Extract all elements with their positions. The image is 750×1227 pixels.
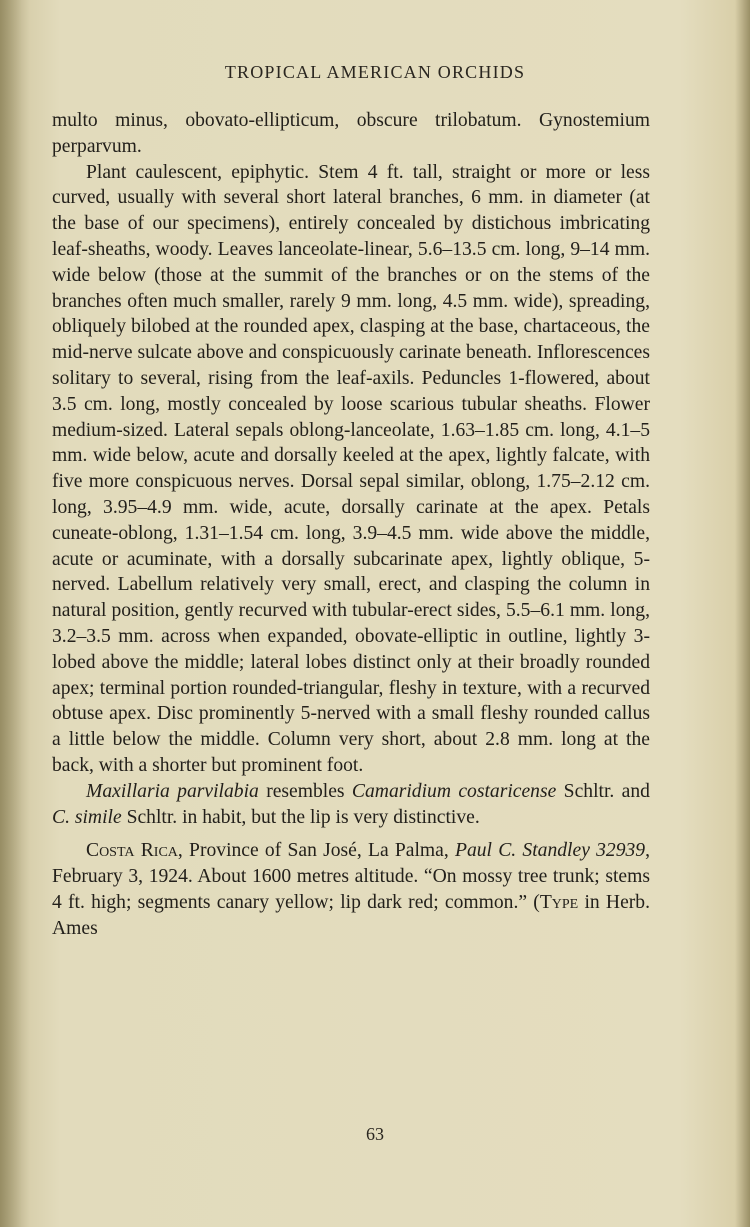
comparison-text-2: Schltr. and (556, 780, 650, 802)
locality-text-1: , Province of San José, La Palma, (177, 840, 455, 862)
country-name: Costa Rica (86, 840, 178, 862)
species-name: Maxillaria parvilabia (86, 780, 259, 802)
comparison-paragraph (52, 779, 650, 831)
related-species-name-2: C. simile (52, 806, 122, 828)
locality-text-2: , February 3, 1924. About 1600 metres altitude. “On mossy tree trunk; stems 4 ft. high; segments canary yellow; lip dark red; common.” ( (52, 840, 651, 913)
collector-name: Paul C. Standley 32939 (454, 840, 646, 862)
page-body (52, 108, 650, 942)
gutter-shadow (0, 0, 30, 1227)
locality-paragraph (52, 838, 650, 941)
locality-text-3: in Herb. Ames (52, 891, 651, 939)
type-label: Type (539, 891, 579, 913)
latin-continuation: multo minus, obovato-ellipticum, obscure trilobatum. Gynostemium perparvum. (52, 110, 650, 157)
comparison-text-1: resembles (258, 780, 352, 802)
comparison-text-3: Schltr. in habit, but the lip is very distinctive. (121, 806, 480, 828)
species-description: Plant caulescent, epiphytic. Stem 4 ft. tall, straight or more or less curved, usually with several short lateral branches, 6 mm. in diameter (at the base of our specimens), entirely concealed by distichous imbricating leaf-sheaths, woody. Leaves lanceolate-linear, 5.6–13.5 cm. long, 9–14 mm. wide below (those at the summit of the branches or on the stems of the branches often much smaller, rarely 9 mm. long, 4.5 mm. wide), spreading, obliquely bilobed at the rounded apex, clasping at the base, chartaceous, the mid-nerve sulcate above and conspicuously carinate beneath. Inflorescences solitary to several, rising from the leaf-axils. Peduncles 1-flowered, about 3.5 cm. long, mostly concealed by loose scarious tubular sheaths. Flower medium-sized. Lateral sepals oblong-lanceolate, 1.63–1.85 cm. long, 4.1–5 mm. wide below, acute and dorsally keeled at the apex, lightly falcate, with five more conspicuous nerves. Dorsal sepal similar, oblong, 1.75–2.12 cm. long, 3.95–4.9 mm. wide, acute, dorsally carinate at the apex. Petals cuneate-oblong, 1.31–1.54 cm. long, 3.9–4.5 mm. wide above the middle, acute or acuminate, with a dorsally subcarinate apex, lightly oblique, 5-nerved. Labellum relatively very small, erect, and clasping the column in natural position, gently recurved with tubular-erect sides, 5.5–6.1 mm. long, 3.2–3.5 mm. across when expanded, obovate-elliptic in outline, lightly 3-lobed above the middle; lateral lobes distinct only at their broadly rounded apex; terminal portion rounded-triangular, fleshy in texture, with a recurved obtuse apex. Disc prominently 5-nerved with a small fleshy rounded callus a little below the middle. Column very short, about 2.8 mm. long at the back, with a shorter but prominent foot. (52, 161, 650, 776)
running-header: TROPICAL AMERICAN ORCHIDS (224, 62, 526, 82)
related-species-name: Camaridium costaricense (351, 780, 557, 802)
page-number: 63 (366, 1124, 384, 1144)
